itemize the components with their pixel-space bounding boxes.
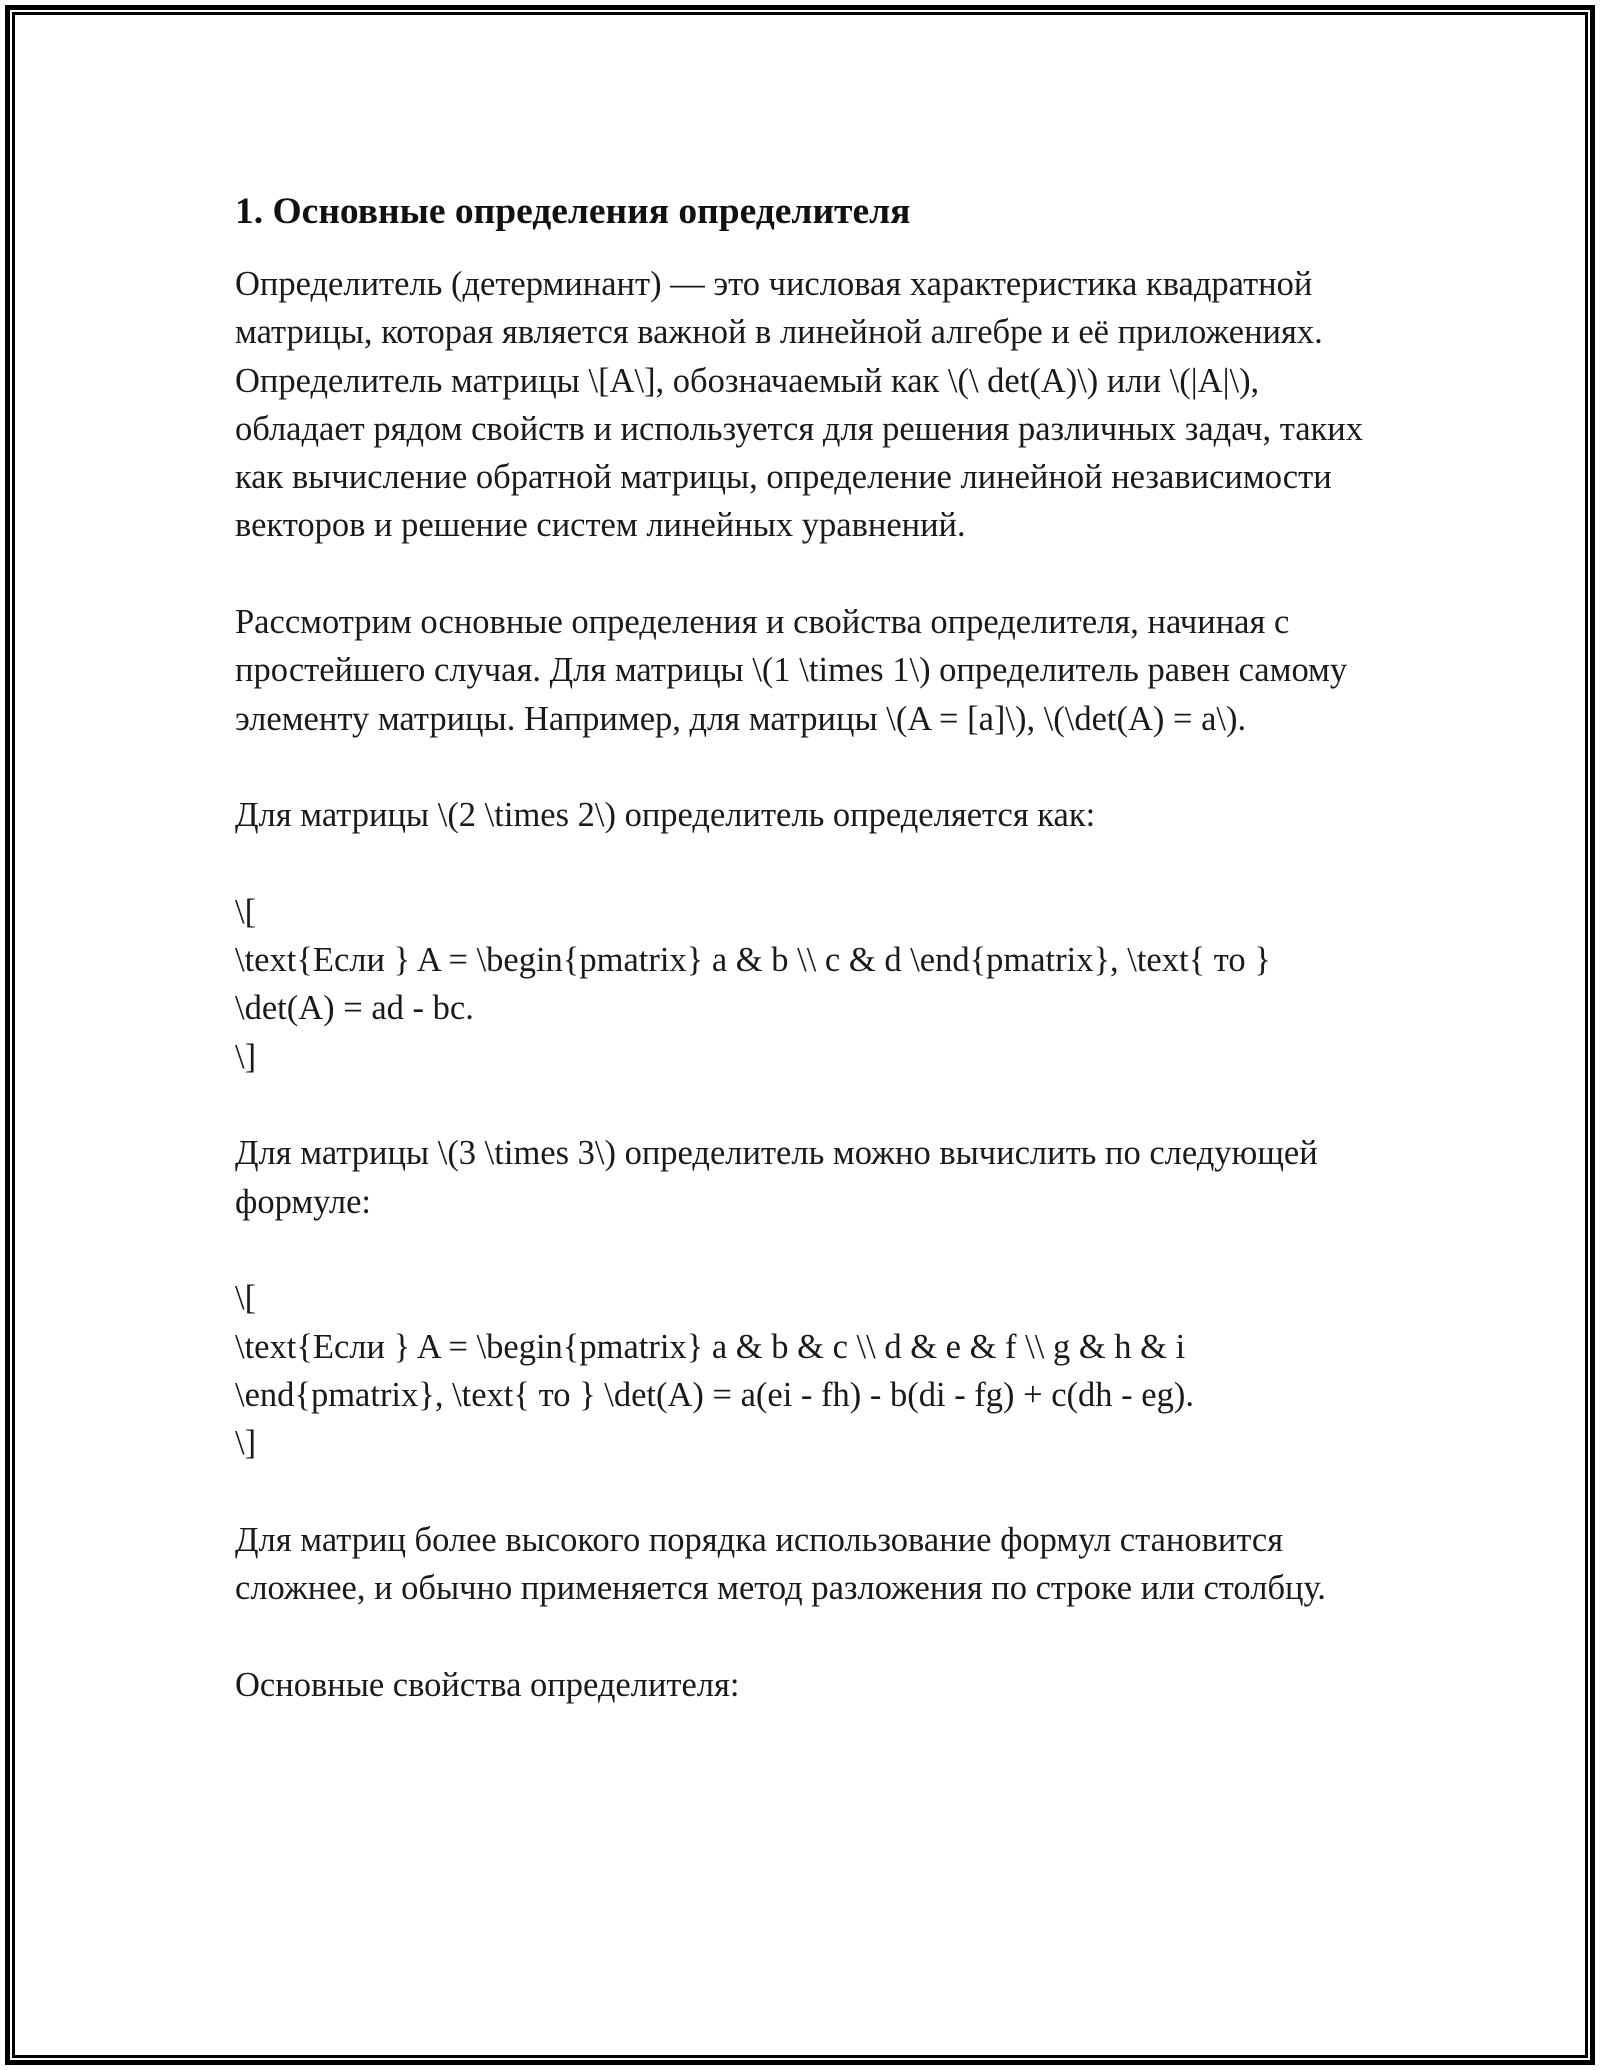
paragraph-higher-order: Для матриц более высокого порядка использование формул становится сложнее, и обычно применяется метод разложения по строке или столбцу. bbox=[235, 1520, 1326, 1608]
paragraph-properties-intro: Основные свойства определителя: bbox=[235, 1665, 740, 1704]
formula-3x3: \[ \text{Если } A = \begin{pmatrix} a & b & c \\ d & e & f \\ g & h & i \end{pmatrix}, \text{ то } \det(A) = a(ei - fh) - b(di - fg) + c(dh - eg). \] bbox=[235, 1279, 1194, 1463]
paragraph-1x1-case: Рассмотрим основные определения и свойства определителя, начиная с простейшего случая. Для матрицы \(1 \times 1\) определитель равен самому элементу матрицы. Например, для матрицы \(A = [a]\), \(\det(A) = a\). bbox=[235, 603, 1348, 738]
paragraph-3x3-intro: Для матрицы \(3 \times 3\) определитель можно вычислить по следующей формуле: bbox=[235, 1134, 1318, 1221]
document-body bbox=[235, 186, 1365, 1709]
section-heading: 1. Основные определения определителя bbox=[235, 191, 911, 232]
paragraph-2x2-intro: Для матрицы \(2 \times 2\) определитель определяется как: bbox=[235, 796, 1096, 835]
paragraph-definition: Определитель (детерминант) — это числовая характеристика квадратной матрицы, которая является важной в линейной алгебре и её приложениях. Определитель матрицы \[A\], обозначаемый как \(\ det(A)\) или \(|A|\), обладает рядом свойств и используется для решения различных задач, таких как вычисление обратной матрицы, определение линейной независимости векторов и решение систем линейных уравнений. bbox=[235, 265, 1364, 545]
formula-2x2: \[ \text{Если } A = \begin{pmatrix} a & b \\ c & d \end{pmatrix}, \text{ то } \det(A) = ad - bc. \] bbox=[235, 892, 1271, 1076]
